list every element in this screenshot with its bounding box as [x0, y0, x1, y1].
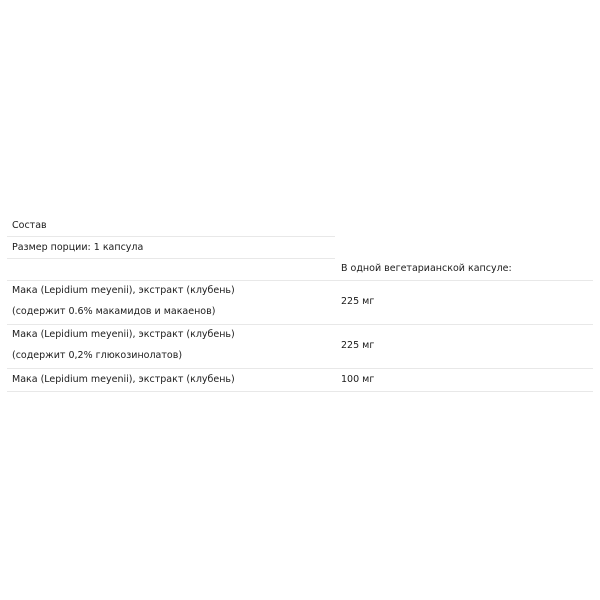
serving-size: Размер порции: 1 капсула	[12, 242, 144, 253]
amount-per-serving-header: В одной вегетарианской капсуле:	[341, 263, 512, 274]
table-title: Состав	[12, 220, 47, 231]
table-row	[7, 325, 593, 369]
serving-size-row	[7, 237, 335, 259]
ingredient-detail: (содержит 0,2% глюкозинолатов)	[12, 350, 183, 361]
ingredient-name: Мака (Lepidium meyenii), экстракт (клубень)	[12, 329, 235, 340]
table-row	[7, 369, 593, 392]
ingredient-name: Мака (Lepidium meyenii), экстракт (клубень)	[12, 374, 235, 385]
ingredient-name: Мака (Lepidium meyenii), экстракт (клубень)	[12, 285, 235, 296]
ingredient-amount: 225 мг	[341, 296, 375, 307]
table-row	[7, 281, 593, 325]
ingredient-detail: (содержит 0.6% макамидов и макаенов)	[12, 306, 216, 317]
supplement-facts-table	[7, 215, 593, 392]
ingredient-amount: 225 мг	[341, 340, 375, 351]
ingredient-amount: 100 мг	[341, 374, 375, 385]
amount-header-row	[7, 259, 593, 281]
table-title-row	[7, 215, 335, 237]
